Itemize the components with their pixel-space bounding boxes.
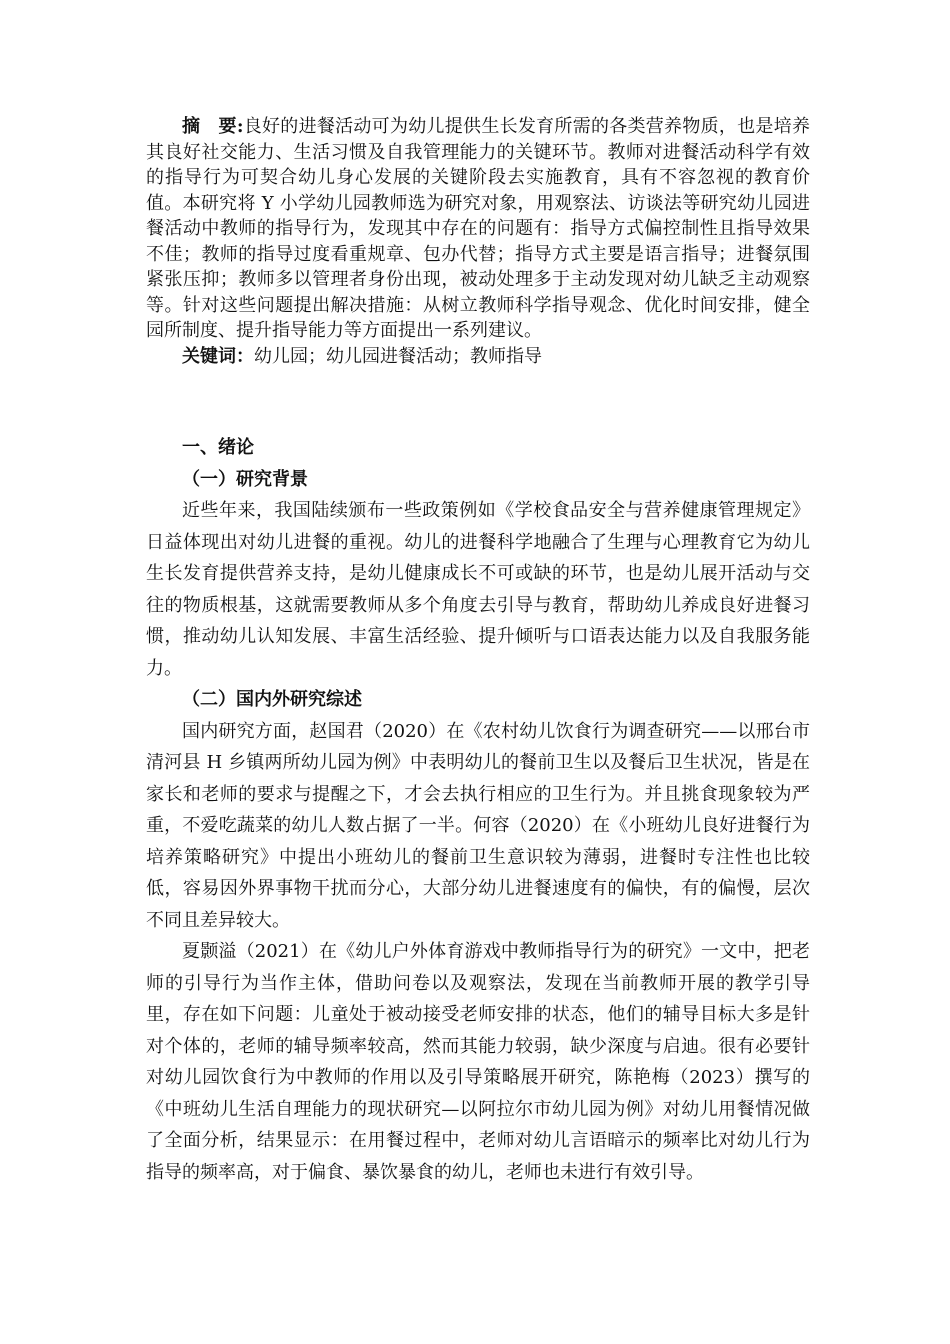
background-paragraph: 近些年来，我国陆续颁布一些政策例如《学校食品安全与营养健康管理规定》日益体现出对幼儿进餐的重视。幼儿的进餐科学地融合了生理与心理教育它为幼儿生长发育提供营养支持，是幼儿健康成长不可或缺的环节，也是幼儿展开活动与交往的物质根基，这就需要教师从多个角度去引导与教育，帮助幼儿养成良好进餐习惯，推动幼儿认知发展、丰富生活经验、提升倾听与口语表达能力以及自我服务能力。	[146, 500, 810, 679]
literature-review-paragraph-2: 夏颢溢（2021）在《幼儿户外体育游戏中教师指导行为的研究》一文中，把老师的引导行为当作主体，借助问卷以及观察法，发现在当前教师开展的教学引导里，存在如下问题：儿童处于被动接受老师安排的状态，他们的辅导目标大多是针对个体的，老师的辅导频率较高，然而其能力较弱，缺少深度与启迪。很有必要针对幼儿园饮食行为中教师的作用以及引导策略展开研究，陈艳梅（2023）撰写的《中班幼儿生活自理能力的现状研究—以阿拉尔市幼儿园为例》对幼儿用餐情况做了全面分析，结果显示：在用餐过程中，老师对幼儿言语暗示的频率比对幼儿行为指导的频率高，对于偏食、暴饮暴食的幼儿，老师也未进行有效引导。	[146, 941, 810, 1183]
literature-review-paragraph-1: 国内研究方面，赵国君（2020）在《农村幼儿饮食行为调查研究——以邢台市清河县 H 乡镇两所幼儿园为例》中表明幼儿的餐前卫生以及餐后卫生状况，皆是在家长和老师的要求与提醒之下，才会去执行相应的卫生行为。并且挑食现象较为严重，不爱吃蔬菜的幼儿人数占据了一半。何容（2020）在《小班幼儿良好进餐行为培养策略研究》中提出小班幼儿的餐前卫生意识较为薄弱，进餐时专注性也比较低，容易因外界事物干扰而分心，大部分幼儿进餐速度有的偏快，有的偏慢，层次不同且差异较大。	[146, 720, 810, 931]
keywords-paragraph	[146, 344, 810, 370]
abstract-section	[146, 114, 810, 369]
abstract-text: 良好的进餐活动可为幼儿提供生长发育所需的各类营养物质，也是培养其良好社交能力、生活习惯及自我管理能力的关键环节。教师对进餐活动科学有效的指导行为可契合幼儿身心发展的关键阶段去实施教育，具有不容忽视的教育价值。本研究将 Y 小学幼儿园教师选为研究对象，用观察法、访谈法等研究幼儿园进餐活动中教师的指导行为，发现其中存在的问题有：指导方式偏控制性且指导效果不佳；教师的指导过度看重规章、包办代替；指导方式主要是语言指导；进餐氛围紧张压抑；教师多以管理者身份出现，被动处理多于主动发现对幼儿缺乏主动观察等。针对这些问题提出解决措施：从树立教师科学指导观念、优化时间安排，健全园所制度、提升指导能力等方面提出一系列建议。	[146, 116, 810, 341]
abstract-label: 摘 要:	[182, 116, 244, 137]
document-page	[146, 114, 810, 1188]
section-spacer	[146, 369, 810, 432]
keywords-label: 关键词：	[182, 345, 254, 367]
subsection-heading-literature-review: （二）国内外研究综述	[182, 689, 362, 710]
main-body	[146, 432, 810, 1188]
abstract-paragraph	[146, 114, 810, 344]
subsection-heading-background: （一）研究背景	[182, 468, 308, 490]
keywords-text: 幼儿园；幼儿园进餐活动；教师指导	[254, 345, 542, 367]
section-heading-introduction: 一、绪论	[182, 437, 254, 458]
